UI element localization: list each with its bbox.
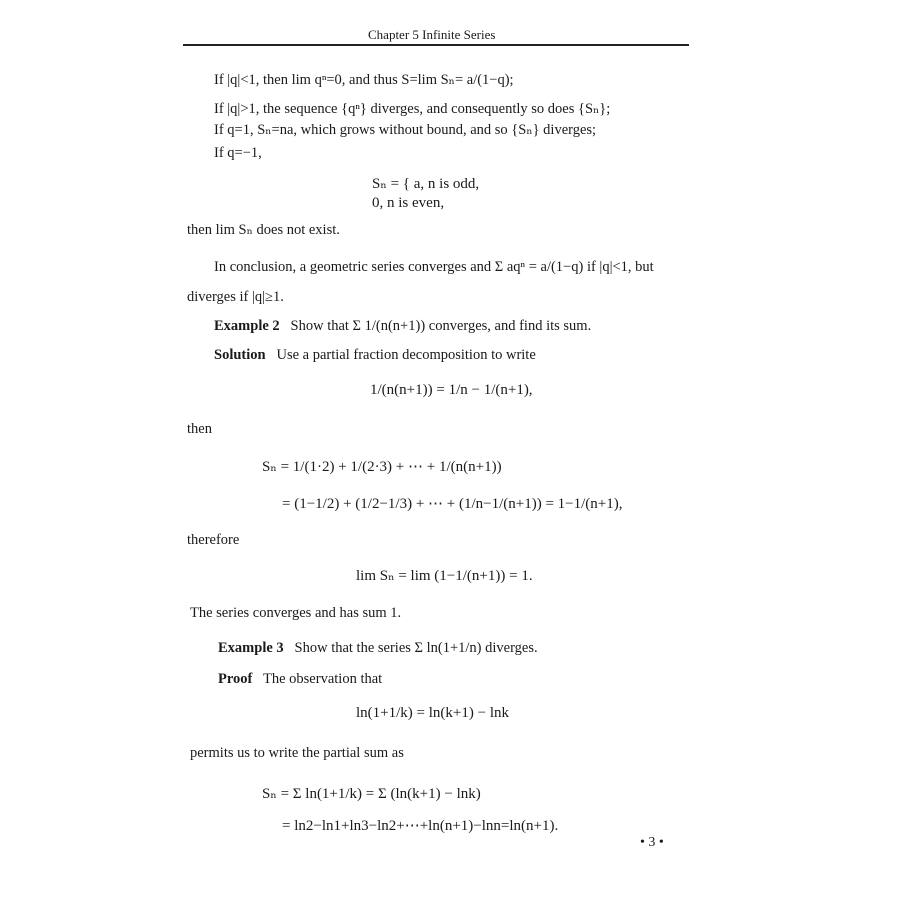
proof [218, 671, 382, 688]
example-3-label: Example 3 [218, 640, 284, 656]
equation-sn-sum: Sₙ = 1/(1·2) + 1/(2·3) + ⋯ + 1/(n(n+1)) [262, 459, 502, 475]
equation-limit: lim Sₙ = lim (1−1/(n+1)) = 1. [356, 568, 533, 584]
running-header: Chapter 5 Infinite Series [368, 27, 496, 42]
equation-sn-log-result: = ln2−ln1+ln3−ln2+⋯+ln(n+1)−lnn=ln(n+1). [282, 818, 559, 834]
text-line-q-less-1: If |q|<1, then lim qⁿ=0, and thus S=lim Sₙ= a/(1−q); [214, 72, 514, 88]
page-number: • 3 • [640, 835, 664, 850]
solution [214, 347, 536, 364]
solution-label: Solution [214, 347, 266, 363]
equation-sn-cases-even: 0, n is even, [372, 195, 445, 211]
text-converges-sum-1: The series converges and has sum 1. [190, 605, 402, 621]
equation-sn-telescoping: = (1−1/2) + (1/2−1/3) + ⋯ + (1/n−1/(n+1)) = 1−1/(n+1), [282, 496, 623, 512]
example-2 [214, 318, 591, 335]
text-line-conclusion: In conclusion, a geometric series converges and Σ aqⁿ = a/(1−q) if |q|<1, but [214, 259, 654, 275]
proof-text: The observation that [263, 671, 383, 687]
proof-label: Proof [218, 671, 253, 687]
equation-partial-fraction: 1/(n(n+1)) = 1/n − 1/(n+1), [370, 382, 533, 398]
equation-log-identity: ln(1+1/k) = ln(k+1) − lnk [356, 705, 509, 721]
example-3-text: Show that the series Σ ln(1+1/n) diverges. [294, 640, 538, 656]
text-line-q-minus-1: If q=−1, [214, 145, 262, 161]
text-line-diverges: diverges if |q|≥1. [187, 289, 284, 305]
text-line-q-equals-1: If q=1, Sₙ=na, which grows without bound, and so {Sₙ} diverges; [214, 122, 597, 138]
text-line-limit-not-exist: then lim Sₙ does not exist. [187, 222, 340, 238]
text-permits: permits us to write the partial sum as [190, 745, 404, 761]
equation-sn-cases-odd: Sₙ = { a, n is odd, [372, 176, 480, 192]
text-then: then [187, 421, 212, 437]
example-2-text: Show that Σ 1/(n(n+1)) converges, and find its sum. [290, 318, 592, 334]
text-line-q-greater-1: If |q|>1, the sequence {qⁿ} diverges, and consequently so does {Sₙ}; [214, 101, 611, 117]
equation-sn-log-sum: Sₙ = Σ ln(1+1/k) = Σ (ln(k+1) − lnk) [262, 786, 481, 802]
example-3 [218, 640, 538, 657]
example-2-label: Example 2 [214, 318, 280, 334]
text-therefore: therefore [187, 532, 240, 548]
header-rule [183, 44, 689, 46]
solution-text: Use a partial fraction decomposition to write [276, 347, 536, 363]
